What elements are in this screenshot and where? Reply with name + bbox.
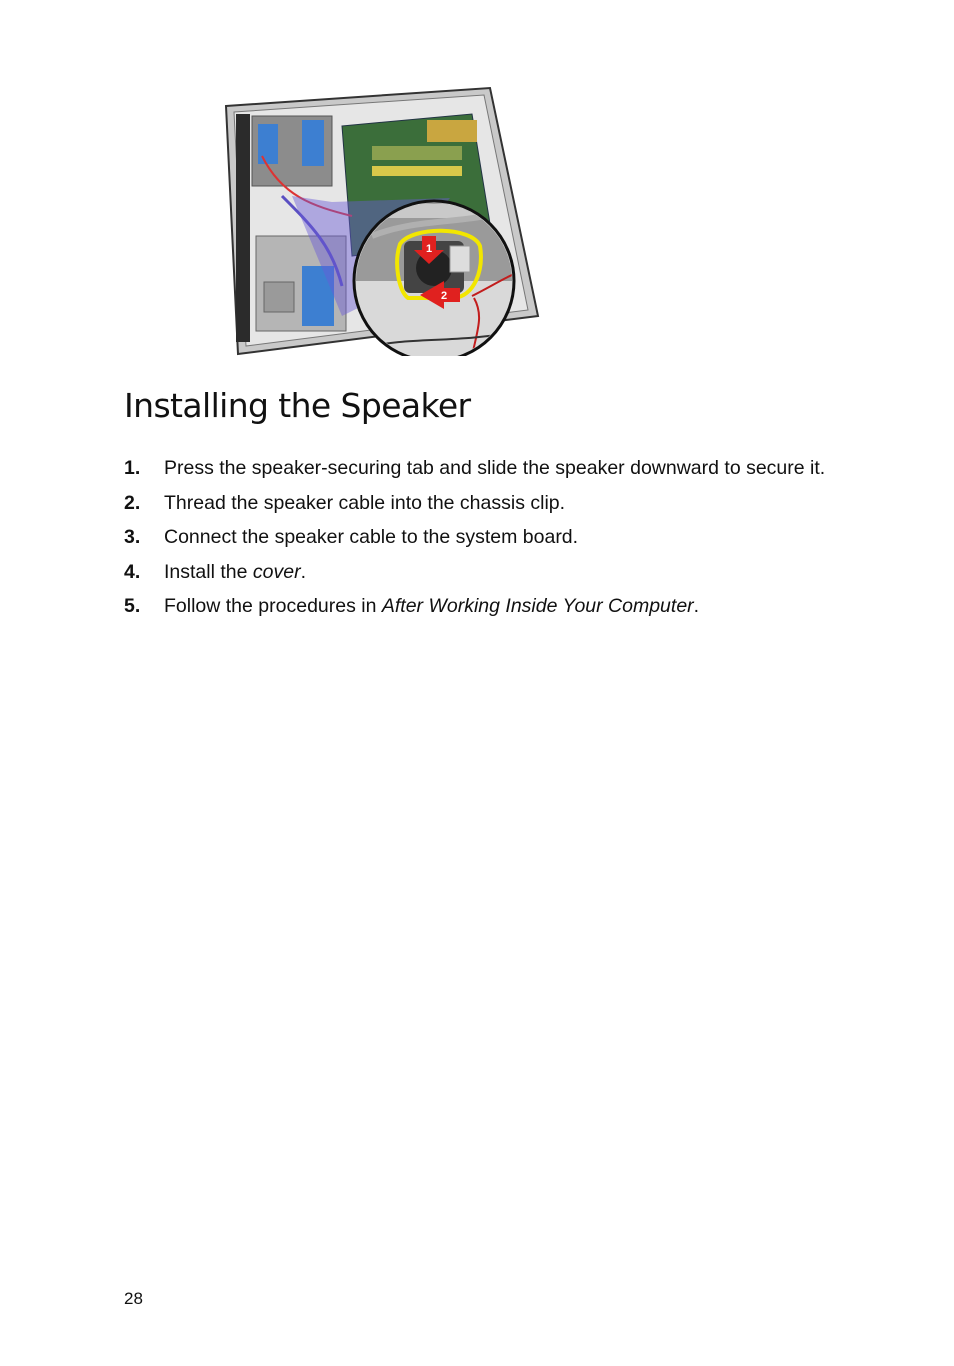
chassis-illustration: [222, 86, 540, 356]
step-text-suffix: .: [693, 595, 700, 617]
step-1: [124, 455, 854, 481]
step-number: 2.: [124, 491, 141, 514]
step-3: [124, 524, 854, 550]
step-text: Thread the speaker cable into the chassis clip.: [164, 491, 566, 514]
cover-link[interactable]: cover: [252, 560, 301, 583]
speaker-figure: [222, 86, 540, 356]
installation-steps: [124, 455, 854, 628]
step-2: [124, 490, 854, 516]
step-number: 5.: [124, 595, 141, 617]
section-title: Installing the Speaker: [124, 386, 471, 425]
after-working-link[interactable]: After Working Inside Your Computer: [381, 595, 694, 617]
step-number: 4.: [124, 560, 141, 583]
step-5: [124, 593, 854, 619]
step-4: [124, 559, 854, 585]
page-number: 28: [124, 1289, 143, 1308]
step-text: Press the speaker-securing tab and slide the speaker downward to secure it.: [164, 457, 826, 479]
step-text-prefix: Follow the procedures in: [164, 595, 382, 617]
step-number: 1.: [124, 457, 141, 479]
step-text: Connect the speaker cable to the system board.: [164, 526, 579, 548]
step-text-suffix: .: [300, 560, 306, 583]
step-text-prefix: Install the: [164, 560, 253, 583]
step-number: 3.: [124, 526, 141, 548]
callout-1-label: 1: [425, 243, 433, 255]
callout-2-label: 2: [440, 290, 448, 302]
